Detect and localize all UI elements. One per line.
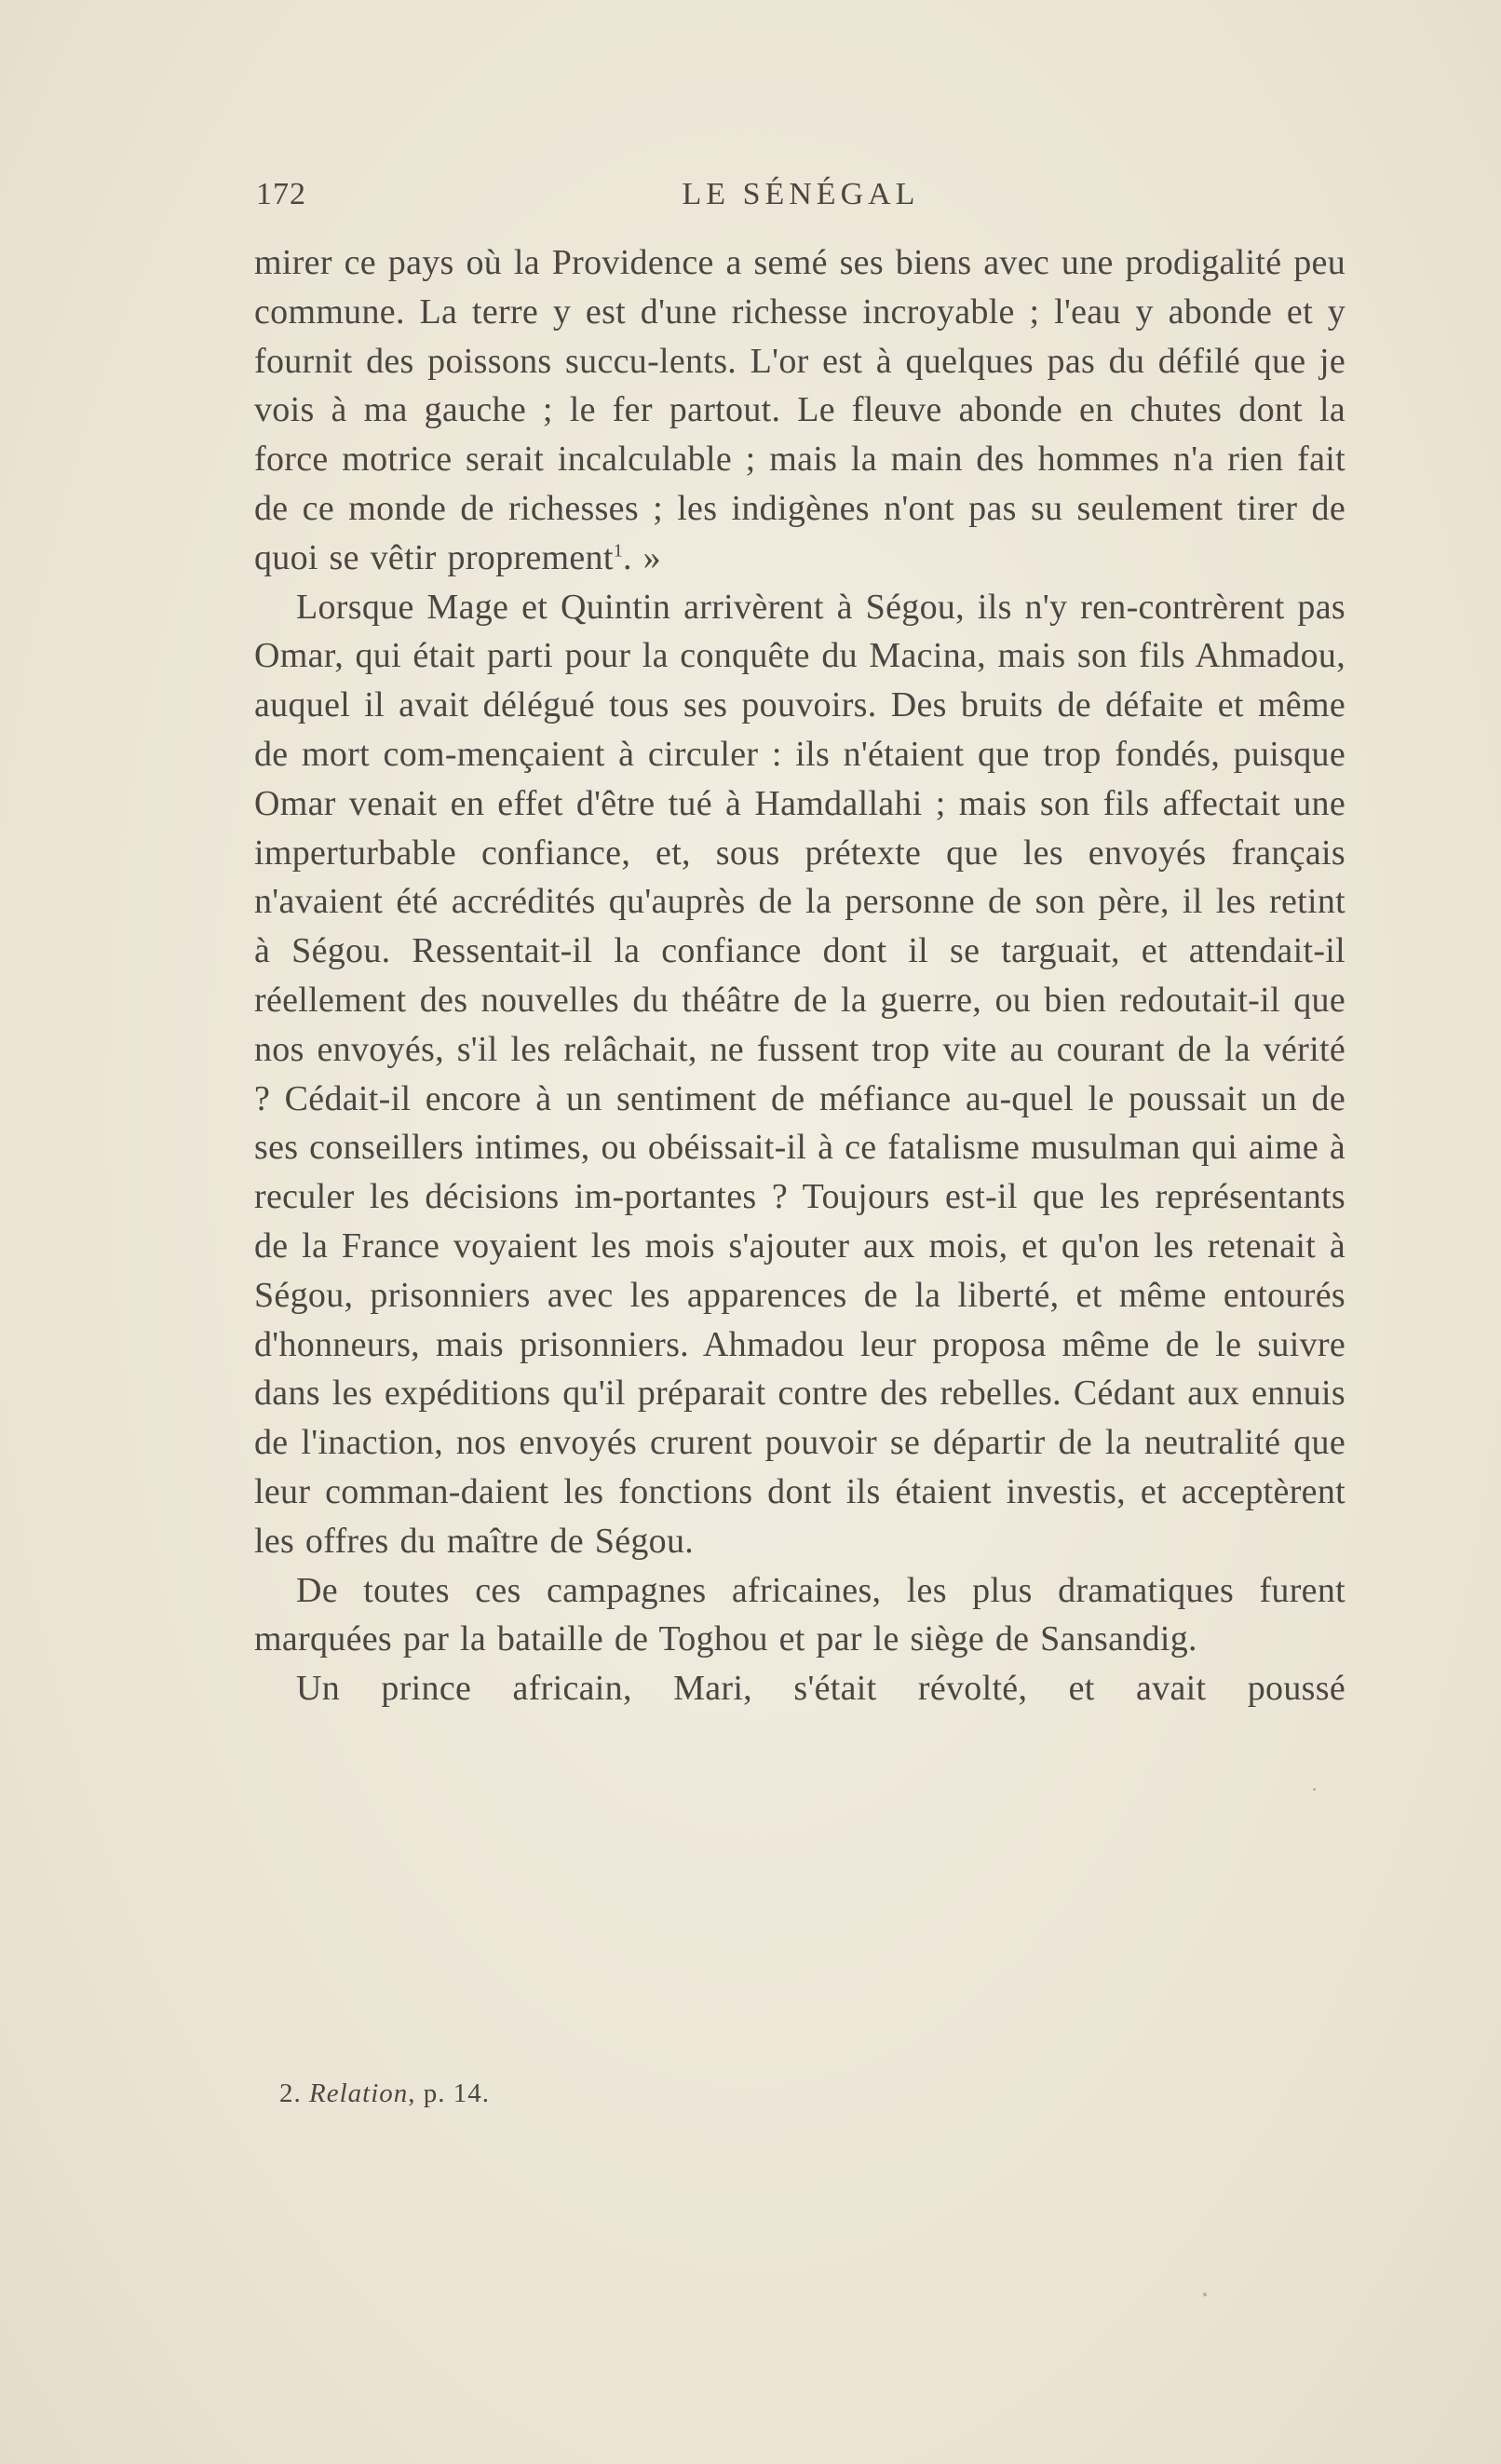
footnote <box>279 2078 490 2109</box>
running-title: LE SÉNÉGAL <box>682 177 920 211</box>
paragraph-mage-quintin: Lorsque Mage et Quintin arrivèrent à Ségou, ils n'y ren-contrèrent pas Omar, qui était parti pour la conquête du Macina, mais son fils Ahmadou, auquel il avait délégué tous ses pouvoirs. Des bruits de défaite et même de mort com-mençaient à circuler : ils n'étaient que trop fondés, puisque Omar venait en effet d'être tué à Hamdallahi ; mais son fils affectait une imperturbable confiance, et, sous prétexte que les envoyés français n'avaient été accrédités qu'auprès de la personne de son père, il les retint à Ségou. Ressentait-il la confiance dont il se targuait, et attendait-il réellement des nouvelles du théâtre de la guerre, ou bien redoutait-il que nos envoyés, s'il les relâchait, ne fussent trop vite au courant de la vérité ? Cédait-il encore à un sentiment de méfiance au-quel le poussait un de ses conseillers intimes, ou obéissait-il à ce fatalisme musulman qui aime à reculer les décisions im-portantes ? Toujours est-il que les représentants de la France voyaient les mois s'ajouter aux mois, et qu'on les retenait à Ségou, prisonniers avec les apparences de la liberté, et même entourés d'honneurs, mais prisonniers. Ahmadou leur proposa même de le suivre dans les expéditions qu'il préparait contre des rebelles. Cédant aux ennuis de l'inaction, nos envoyés crurent pouvoir se départir de la neutralité que leur comman-daient les fonctions dont ils étaient investis, et acceptèrent les offres du maître de Ségou. <box>254 587 1345 1561</box>
paragraph-campaigns: De toutes ces campagnes africaines, les plus dramatiques furent marquées par la bataille de Toghou et par le siège de Sansandig. <box>254 1570 1345 1659</box>
footnote-number: 2. <box>279 2078 302 2108</box>
quote-closing: . » <box>623 537 661 577</box>
footnote-marker: 1 <box>613 540 624 562</box>
body-text <box>254 238 1345 1713</box>
paper-speck <box>1313 1788 1316 1791</box>
footnote-title: Relation <box>309 2078 409 2108</box>
paragraph-prince-mari: Un prince africain, Mari, s'était révolté, et avait poussé <box>296 1669 1345 1709</box>
page-number: 172 <box>256 177 306 211</box>
running-head <box>256 177 1345 218</box>
paragraph-text: mirer ce pays où la Providence a semé ses biens avec une prodigalité peu commune. La terre y est d'une richesse incroyable ; l'eau y abonde et y fournit des poissons succu-lents. L'or est à quelques pas du défilé que je vois à ma gauche ; le fer partout. Le fleuve abonde en chutes dont la force motrice serait incalculable ; mais la main des hommes n'a rien fait de ce monde de richesses ; les indigènes n'ont pas su seulement tirer de quoi se vêtir proprement <box>254 243 1345 577</box>
paper-speck <box>1203 2293 1207 2296</box>
paragraph-continuation <box>254 238 1345 583</box>
footnote-page-ref: , p. 14. <box>408 2078 491 2108</box>
